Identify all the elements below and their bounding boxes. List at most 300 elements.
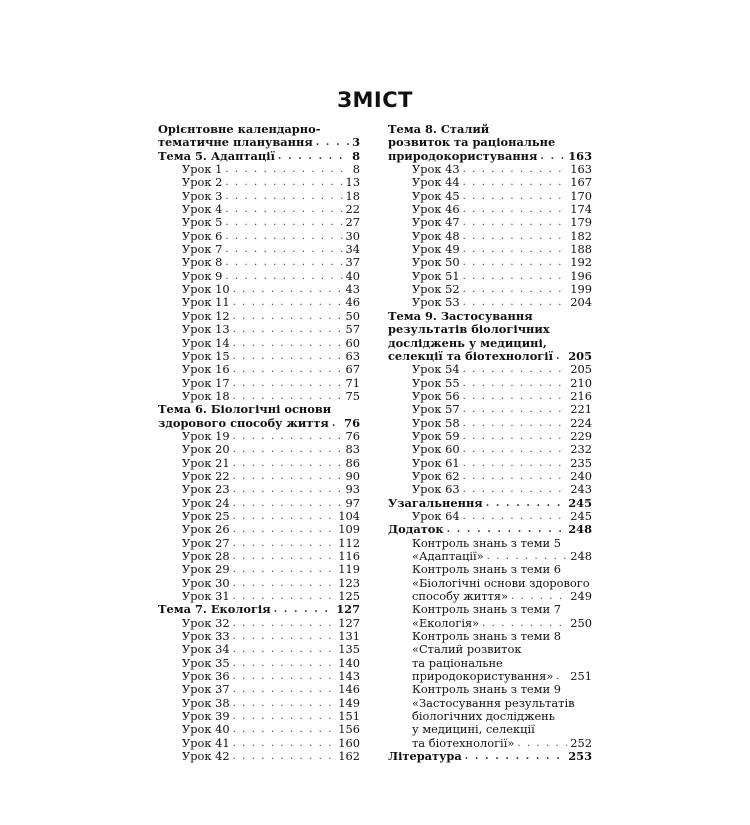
toc-leader-dots	[462, 750, 565, 763]
toc-entry	[388, 403, 592, 416]
toc-entry-title: Урок 39	[182, 709, 230, 724]
toc-entry-title: Урок 48	[412, 228, 460, 243]
toc-entry-title: «Екологія»	[412, 615, 480, 630]
toc-entry-title: Урок 38	[182, 695, 230, 710]
toc-entry	[158, 203, 360, 216]
toc-entry	[158, 750, 360, 763]
toc-entry-continuation	[388, 577, 592, 590]
toc-entry	[158, 643, 360, 656]
toc-page-number: 63	[345, 348, 360, 363]
toc-entry	[158, 563, 360, 576]
toc-entry-continuation	[388, 350, 592, 363]
toc-entry	[388, 483, 592, 496]
toc-leader-dots	[484, 550, 568, 563]
toc-entry-title: Тема 5. Адаптації	[158, 148, 275, 163]
toc-entry	[158, 697, 360, 710]
toc-page-number: 125	[338, 589, 360, 604]
toc-entry	[158, 256, 360, 269]
toc-leader-dots	[222, 256, 342, 269]
toc-entry-title: Урок 28	[182, 549, 230, 563]
toc-entry	[158, 683, 360, 696]
toc-page-number: 245	[570, 508, 592, 523]
toc-entry-title: Узагальнення	[388, 495, 483, 510]
toc-entry-title: Урок 55	[412, 375, 460, 390]
toc-page-number: 127	[336, 602, 360, 617]
toc-entry-continuation	[388, 323, 592, 336]
toc-entry	[158, 350, 360, 363]
toc-entry	[388, 296, 592, 309]
toc-page-number: 116	[338, 549, 360, 563]
toc-entry	[388, 163, 592, 176]
toc-entry-title: Урок 62	[412, 468, 460, 483]
toc-entry	[158, 617, 360, 630]
toc-page-number: 216	[570, 388, 592, 403]
toc-page-number: 160	[338, 735, 360, 750]
toc-leader-dots	[230, 310, 343, 323]
toc-leader-dots	[222, 243, 342, 256]
toc-leader-dots	[271, 603, 334, 616]
toc-entry	[388, 563, 592, 576]
toc-entry	[158, 377, 360, 390]
toc-leader-dots	[230, 723, 336, 736]
toc-leader-dots	[460, 377, 568, 390]
toc-leader-dots	[230, 470, 343, 483]
toc-entry-title: Контроль знань з теми 6	[412, 562, 561, 577]
toc-page-number: 109	[338, 522, 360, 537]
toc-entry-title: здорового способу життя	[158, 415, 329, 430]
toc-entry-title: Урок 9	[182, 268, 223, 283]
toc-left-column	[158, 123, 360, 764]
toc-entry-title: Урок 27	[182, 535, 230, 550]
toc-leader-dots	[444, 523, 566, 536]
toc-entry	[158, 483, 360, 496]
toc-leader-dots	[537, 150, 565, 163]
toc-entry-title: природокористування»	[412, 669, 554, 684]
toc-entry-title: Урок 8	[182, 255, 223, 270]
toc-entry-title: Тема 9. Застосування	[388, 308, 533, 323]
toc-entry-title: Тема 7. Екологія	[158, 602, 271, 617]
toc-leader-dots	[460, 457, 568, 470]
toc-entry-title: «Сталий розвиток	[412, 642, 522, 657]
toc-page-number: 240	[570, 468, 592, 483]
toc-entry-title: Урок 26	[182, 522, 230, 537]
toc-right-column	[388, 123, 592, 764]
toc-leader-dots	[230, 750, 336, 763]
toc-entry-title: Контроль знань з теми 8	[412, 629, 561, 644]
toc-entry	[158, 603, 360, 616]
toc-entry-title: Урок 7	[182, 242, 223, 257]
toc-entry	[158, 230, 360, 243]
toc-leader-dots	[230, 577, 336, 590]
toc-entry-title: Урок 54	[412, 362, 460, 377]
toc-entry	[158, 176, 360, 189]
toc-entry-title: Урок 58	[412, 415, 460, 430]
toc-entry-continuation	[388, 337, 592, 350]
toc-entry	[158, 710, 360, 723]
toc-entry	[158, 337, 360, 350]
toc-leader-dots	[483, 497, 566, 510]
toc-entry-title: Урок 19	[182, 428, 230, 443]
toc-leader-dots	[222, 163, 349, 176]
toc-page-number: 112	[338, 535, 360, 550]
toc-page-number: 131	[338, 629, 360, 644]
toc-entry	[158, 577, 360, 590]
toc-entry-title: Урок 50	[412, 255, 460, 270]
toc-entry	[388, 176, 592, 189]
toc-page-number: 170	[570, 188, 592, 203]
toc-entry-title: Урок 56	[412, 388, 460, 403]
toc-entry	[388, 243, 592, 256]
toc-leader-dots	[222, 270, 342, 283]
toc-page-number: 86	[345, 455, 360, 470]
toc-entry	[388, 443, 592, 456]
toc-entry-title: Урок 42	[182, 749, 230, 764]
toc-leader-dots	[460, 190, 568, 203]
toc-entry-title: Урок 51	[412, 268, 460, 283]
toc-leader-dots	[460, 470, 568, 483]
toc-entry	[388, 537, 592, 550]
toc-entry	[388, 683, 592, 696]
toc-page-number: 204	[570, 295, 592, 310]
toc-entry-title: Урок 3	[182, 188, 223, 203]
toc-page-number: 251	[570, 669, 592, 684]
toc-page-number: 151	[338, 709, 360, 724]
toc-entry-title: Тема 8. Сталий	[388, 122, 490, 136]
toc-leader-dots	[460, 430, 568, 443]
toc-entry	[158, 430, 360, 443]
toc-entry-title: Урок 44	[412, 175, 460, 190]
toc-page-number: 46	[345, 295, 360, 310]
toc-page-number: 245	[568, 495, 592, 510]
toc-leader-dots	[230, 363, 343, 376]
toc-leader-dots	[230, 523, 336, 536]
toc-entry	[158, 283, 360, 296]
toc-entry-title: «Застосування результатів	[412, 695, 575, 710]
toc-entry-title: Урок 43	[412, 162, 460, 177]
toc-entry	[158, 310, 360, 323]
toc-page-number: 3	[352, 135, 360, 150]
toc-entry-title: Урок 2	[182, 175, 223, 190]
toc-entry-title: Урок 45	[412, 188, 460, 203]
toc-entry-title: досліджень у медицині,	[388, 335, 547, 350]
toc-page-number: 205	[570, 362, 592, 377]
toc-entry-title: Урок 37	[182, 682, 230, 697]
toc-page-number: 248	[568, 522, 592, 537]
toc-entry	[388, 430, 592, 443]
toc-entry-title: Урок 14	[182, 335, 230, 350]
toc-page-number: 57	[345, 322, 360, 337]
toc-entry	[158, 323, 360, 336]
page-title: ЗМІСТ	[337, 88, 413, 112]
toc-leader-dots	[230, 563, 336, 576]
toc-page-number: 199	[570, 282, 592, 297]
toc-entry	[158, 470, 360, 483]
toc-entry-title: Орієнтовне календарно-	[158, 122, 321, 136]
toc-leader-dots	[222, 190, 342, 203]
toc-entry-title: біологічних досліджень	[412, 709, 555, 724]
toc-entry-title: Урок 20	[182, 442, 230, 457]
toc-entry-title: Контроль знань з теми 9	[412, 682, 561, 697]
toc-entry-title: Урок 18	[182, 388, 230, 403]
toc-entry-title: розвиток та раціональне	[388, 135, 556, 150]
toc-page-number: 27	[345, 215, 360, 230]
toc-leader-dots	[230, 590, 336, 603]
toc-entry-title: Урок 23	[182, 482, 230, 497]
toc-leader-dots	[460, 363, 568, 376]
toc-entry-title: Література	[388, 749, 462, 764]
toc-page-number: 149	[338, 695, 360, 710]
toc-entry-title: Урок 61	[412, 455, 460, 470]
toc-entry	[388, 216, 592, 229]
toc-entry-title: Урок 6	[182, 228, 223, 243]
toc-entry	[388, 377, 592, 390]
toc-leader-dots	[230, 497, 343, 510]
toc-leader-dots	[460, 203, 568, 216]
toc-page-number: 232	[570, 442, 592, 457]
toc-leader-dots	[230, 350, 343, 363]
toc-entry-title: Урок 36	[182, 669, 230, 684]
toc-leader-dots	[222, 230, 342, 243]
toc-leader-dots	[230, 630, 336, 643]
toc-entry-title: Урок 64	[412, 508, 460, 523]
toc-leader-dots	[329, 417, 341, 430]
toc-leader-dots	[230, 390, 343, 403]
toc-entry-title: Урок 59	[412, 428, 460, 443]
toc-page-number: 188	[570, 242, 592, 257]
toc-entry-continuation	[158, 417, 360, 430]
toc-entry-title: природокористування	[388, 148, 538, 163]
toc-entry-continuation	[388, 550, 592, 563]
toc-page-number: 182	[570, 228, 592, 243]
toc-entry-title: Урок 13	[182, 322, 230, 337]
toc-entry-title: Урок 40	[182, 722, 230, 737]
toc-page-number: 67	[345, 362, 360, 377]
toc-page-number: 90	[345, 468, 360, 483]
toc-leader-dots	[460, 230, 568, 243]
toc-entry-continuation	[388, 737, 592, 750]
toc-page-number: 140	[338, 655, 360, 670]
toc-page-number: 37	[345, 255, 360, 270]
toc-entry	[158, 723, 360, 736]
toc-entry	[388, 270, 592, 283]
toc-entry-title: Урок 47	[412, 215, 460, 230]
toc-page-number: 127	[338, 615, 360, 630]
toc-entry	[388, 510, 592, 523]
toc-entry-continuation	[388, 150, 592, 163]
toc-leader-dots	[460, 243, 568, 256]
toc-page-number: 221	[570, 402, 592, 417]
toc-page-number: 224	[570, 415, 592, 430]
toc-page-number: 196	[570, 268, 592, 283]
toc-entry	[158, 216, 360, 229]
toc-leader-dots	[460, 510, 568, 523]
toc-page-number: 253	[568, 749, 592, 764]
toc-page-number: 30	[345, 228, 360, 243]
toc-leader-dots	[230, 550, 336, 563]
toc-entry	[158, 537, 360, 550]
toc-entry-title: Урок 15	[182, 348, 230, 363]
toc-page-number: 243	[570, 482, 592, 497]
toc-entry-title: Додаток	[388, 522, 444, 537]
toc-entry-title: Урок 25	[182, 508, 230, 523]
toc-entry	[158, 657, 360, 670]
toc-entry	[158, 590, 360, 603]
toc-page-number: 235	[570, 455, 592, 470]
toc-page-number: 143	[338, 669, 360, 684]
toc-leader-dots	[460, 483, 568, 496]
toc-entry-title: Урок 12	[182, 308, 230, 323]
toc-leader-dots	[230, 537, 336, 550]
toc-entry	[158, 497, 360, 510]
toc-entry-title: Урок 33	[182, 629, 230, 644]
toc-page-number: 104	[338, 508, 360, 523]
toc-page-number: 135	[338, 642, 360, 657]
toc-entry-title: селекції та біотехнології	[388, 348, 553, 363]
toc-entry-title: Урок 31	[182, 589, 230, 604]
toc-entry-title: Урок 49	[412, 242, 460, 257]
toc-leader-dots	[460, 176, 568, 189]
toc-leader-dots	[230, 430, 343, 443]
toc-entry	[388, 256, 592, 269]
toc-leader-dots	[460, 417, 568, 430]
toc-entry-title: «Біологічні основи здорового	[412, 575, 590, 590]
toc-page-number: 123	[338, 575, 360, 590]
toc-page-number: 8	[352, 162, 360, 177]
toc-entry	[388, 630, 592, 643]
toc-page-number: 205	[568, 348, 592, 363]
toc-page-number: 179	[570, 215, 592, 230]
toc-page-number: 192	[570, 255, 592, 270]
toc-leader-dots	[460, 163, 568, 176]
toc-entry-title: Урок 63	[412, 482, 460, 497]
toc-entry-title: Урок 24	[182, 495, 230, 510]
toc-entry	[388, 457, 592, 470]
toc-leader-dots	[230, 443, 343, 456]
toc-entry-title: Тема 6. Біологічні основи	[158, 402, 332, 417]
toc-page-number: 146	[338, 682, 360, 697]
toc-leader-dots	[230, 510, 336, 523]
toc-page-number: 22	[345, 202, 360, 217]
toc-leader-dots	[230, 697, 336, 710]
toc-entry	[388, 310, 592, 323]
toc-entry	[388, 203, 592, 216]
toc-leader-dots	[508, 590, 567, 603]
toc-entry-title: Урок 34	[182, 642, 230, 657]
toc-entry-title: результатів біологічних	[388, 322, 550, 337]
toc-entry	[158, 363, 360, 376]
toc-entry	[158, 737, 360, 750]
toc-leader-dots	[460, 216, 568, 229]
toc-entry-title: Урок 29	[182, 562, 230, 577]
toc-entry-title: Урок 32	[182, 615, 230, 630]
toc-page-number: 248	[570, 549, 592, 563]
toc-page-number: 40	[345, 268, 360, 283]
toc-entry	[388, 230, 592, 243]
toc-entry	[388, 470, 592, 483]
toc-leader-dots	[230, 643, 336, 656]
toc-leader-dots	[230, 323, 343, 336]
toc-leader-dots	[230, 737, 336, 750]
toc-entry-continuation	[388, 657, 592, 670]
toc-leader-dots	[230, 483, 343, 496]
toc-leader-dots	[460, 403, 568, 416]
toc-entry	[388, 497, 592, 510]
toc-page-number: 50	[345, 308, 360, 323]
toc-leader-dots	[313, 136, 349, 149]
toc-leader-dots	[222, 203, 342, 216]
toc-entry-title: Контроль знань з теми 5	[412, 535, 561, 550]
toc-entry-continuation	[388, 710, 592, 723]
toc-leader-dots	[460, 270, 568, 283]
toc-entry	[158, 296, 360, 309]
toc-leader-dots	[230, 710, 336, 723]
toc-entry	[158, 123, 360, 136]
toc-entry	[158, 270, 360, 283]
toc-page-number: 83	[345, 442, 360, 457]
toc-entry-title: Урок 21	[182, 455, 230, 470]
toc-leader-dots	[230, 283, 343, 296]
toc-entry-title: Урок 17	[182, 375, 230, 390]
toc-entry-continuation	[388, 643, 592, 656]
toc-leader-dots	[230, 296, 343, 309]
toc-leader-dots	[230, 683, 336, 696]
toc-entry	[158, 163, 360, 176]
toc-entry-title: Урок 52	[412, 282, 460, 297]
toc-page-number: 18	[345, 188, 360, 203]
toc-entry	[388, 283, 592, 296]
toc-page-number: 97	[345, 495, 360, 510]
toc-entry	[158, 630, 360, 643]
toc-page-number: 167	[570, 175, 592, 190]
toc-page-number: 163	[568, 148, 592, 163]
toc-entry-title: Урок 11	[182, 295, 230, 310]
toc-entry-title: Урок 53	[412, 295, 460, 310]
toc-entry-title: Урок 5	[182, 215, 223, 230]
toc-entry-title: та раціональне	[412, 655, 503, 670]
toc-entry-title: Урок 60	[412, 442, 460, 457]
toc-page-number: 76	[344, 415, 360, 430]
toc-entry	[158, 403, 360, 416]
toc-leader-dots	[275, 150, 349, 163]
toc-entry	[388, 123, 592, 136]
toc-entry-title: Урок 22	[182, 468, 230, 483]
toc-leader-dots	[230, 377, 343, 390]
toc-entry	[388, 363, 592, 376]
toc-page-number: 252	[570, 735, 592, 750]
toc-page-number: 229	[570, 428, 592, 443]
toc-entry-continuation	[388, 617, 592, 630]
toc-leader-dots	[514, 737, 567, 750]
toc-entry	[388, 750, 592, 763]
toc-entry-title: та біотехнології»	[412, 735, 515, 750]
toc-page-number: 60	[345, 335, 360, 350]
toc-entry-continuation	[388, 723, 592, 736]
toc-page-number: 75	[345, 388, 360, 403]
toc-entry	[158, 523, 360, 536]
toc-leader-dots	[553, 350, 565, 363]
toc-page-number: 93	[345, 482, 360, 497]
toc-entry	[158, 390, 360, 403]
toc-entry-title: Урок 57	[412, 402, 460, 417]
toc-entry-title: Контроль знань з теми 7	[412, 602, 561, 617]
toc-entry	[158, 510, 360, 523]
toc-leader-dots	[460, 443, 568, 456]
toc-entry	[388, 523, 592, 536]
toc-entry	[158, 243, 360, 256]
toc-entry-title: Урок 4	[182, 202, 223, 217]
toc-entry-continuation	[388, 136, 592, 149]
toc-entry-title: у медицині, селекції	[412, 722, 535, 737]
